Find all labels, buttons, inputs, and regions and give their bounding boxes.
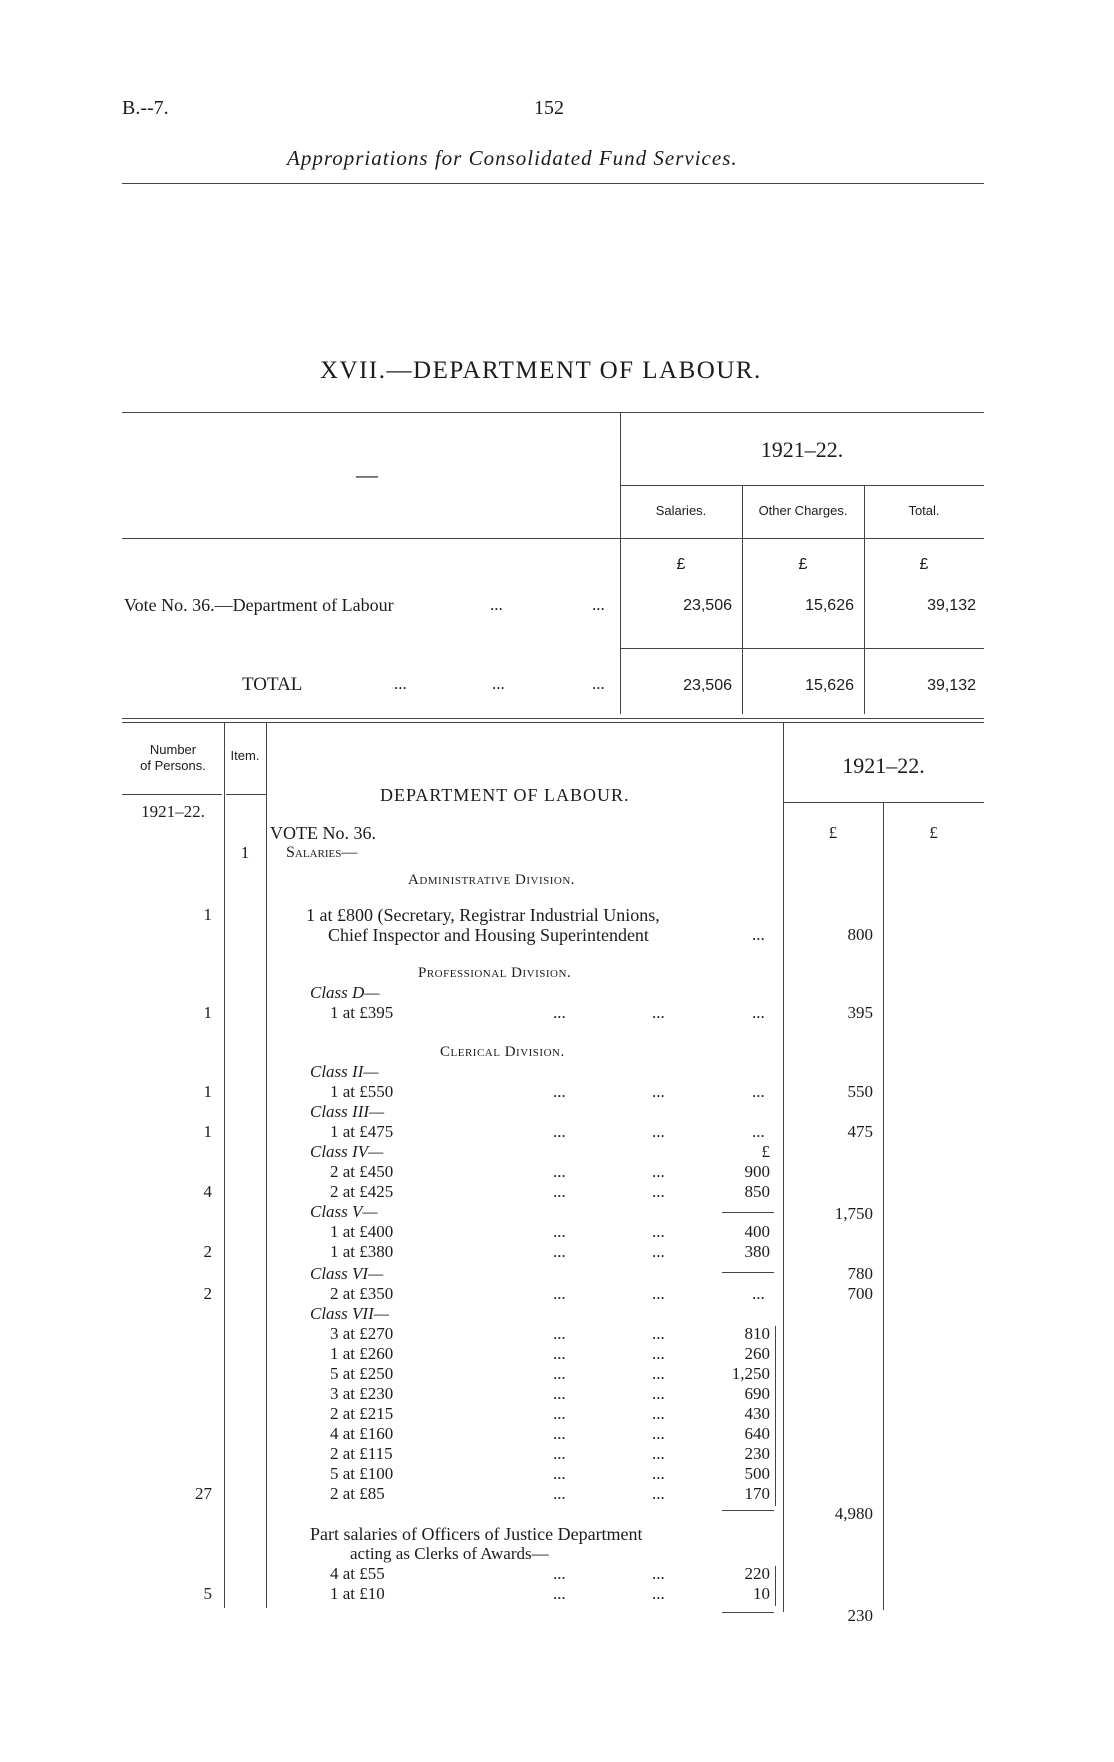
class-d-dots-2: ... xyxy=(652,1003,665,1022)
class-iv-count: 4 xyxy=(203,1182,212,1201)
class-vi-amount: 700 xyxy=(847,1284,873,1303)
admin-dots: ... xyxy=(752,925,765,944)
class-vii-value: 430 xyxy=(744,1404,770,1423)
detail-salaries-heading: Salaries— xyxy=(286,844,358,861)
class-iv-line-2: 2 at £425 xyxy=(330,1182,394,1201)
part-dots-1a: ... xyxy=(553,1564,566,1583)
class-vii-total: 4,980 xyxy=(834,1504,873,1523)
class-vi-line: 2 at £350 xyxy=(330,1284,394,1303)
detail-item-number: 1 xyxy=(240,843,250,862)
admin-text-line-1: 1 at £800 (Secretary, Registrar Industrial Unions, xyxy=(306,905,660,925)
part-text-line-2: acting as Clerks of Awards— xyxy=(350,1544,549,1563)
class-d-count: 1 xyxy=(203,1003,212,1022)
class-vii-dots: ... xyxy=(652,1404,665,1423)
summary-year-rule xyxy=(620,485,984,486)
class-vii-dots: ... xyxy=(652,1324,665,1343)
class-vii-line: 3 at £230 xyxy=(330,1384,394,1403)
class-iv-dots-2b: ... xyxy=(652,1182,665,1201)
class-v-value-2: 380 xyxy=(744,1242,770,1261)
class-vi-count: 2 xyxy=(203,1284,212,1303)
summary-header-rule xyxy=(122,538,984,539)
class-vii-sum-rule xyxy=(722,1510,774,1511)
summary-total-total: 39,132 xyxy=(927,677,976,694)
class-iii-dots-2: ... xyxy=(652,1122,665,1141)
class-v-count: 2 xyxy=(203,1242,212,1261)
cler-heading: Clerical Division. xyxy=(440,1044,565,1060)
class-vii-dots: ... xyxy=(553,1364,566,1383)
summary-sum-rule xyxy=(620,648,984,649)
part-line-1: 4 at £55 xyxy=(330,1564,385,1583)
class-vii-value: 1,250 xyxy=(731,1364,770,1383)
admin-amount: 800 xyxy=(847,925,873,944)
class-d-dots-1: ... xyxy=(553,1003,566,1022)
class-vii-value: 260 xyxy=(744,1344,770,1363)
class-vii-dots: ... xyxy=(553,1404,566,1423)
class-vii-dots: ... xyxy=(553,1344,566,1363)
summary-currency-salaries: £ xyxy=(676,556,686,573)
detail-persons-year: 1921–22. xyxy=(141,802,205,821)
admin-count: 1 xyxy=(203,905,212,924)
part-dots-2a: ... xyxy=(553,1584,566,1603)
class-vii-dots: ... xyxy=(553,1484,566,1503)
class-v-label: Class V— xyxy=(310,1202,378,1221)
class-vii-value: 230 xyxy=(744,1444,770,1463)
class-ii-line: 1 at £550 xyxy=(330,1082,394,1101)
document-reference: B.--7. xyxy=(122,97,169,119)
part-dots-1b: ... xyxy=(652,1564,665,1583)
summary-total-salaries: 23,506 xyxy=(683,677,732,694)
class-v-value-1: 400 xyxy=(744,1222,770,1241)
class-vi-dots-1: ... xyxy=(553,1284,566,1303)
class-vii-dots: ... xyxy=(553,1464,566,1483)
class-vii-line: 2 at £85 xyxy=(330,1484,385,1503)
class-iii-amount: 475 xyxy=(847,1122,873,1141)
admin-text-line-2: Chief Inspector and Housing Superintendent xyxy=(328,925,649,945)
class-vii-line: 1 at £260 xyxy=(330,1344,394,1363)
detail-col-persons-line-2: of Persons. xyxy=(140,758,206,773)
summary-total-label: TOTAL xyxy=(242,674,303,695)
summary-col-other-charges: Other Charges. xyxy=(758,503,848,518)
class-iv-value-2: 850 xyxy=(744,1182,770,1201)
class-vi-dots-2: ... xyxy=(652,1284,665,1303)
detail-item-divider xyxy=(266,722,267,1608)
class-iii-label: Class III— xyxy=(310,1102,385,1121)
class-iv-dots-1b: ... xyxy=(652,1162,665,1181)
class-d-dots-3: ... xyxy=(752,1003,765,1022)
class-d-amount: 395 xyxy=(847,1003,873,1022)
class-iii-count: 1 xyxy=(203,1122,212,1141)
class-vii-value: 170 xyxy=(744,1484,770,1503)
detail-persons-rule xyxy=(122,794,222,795)
class-iii-line: 1 at £475 xyxy=(330,1122,394,1141)
class-vi-dots-3: ... xyxy=(752,1284,765,1303)
class-ii-dots-2: ... xyxy=(652,1082,665,1101)
class-d-line: 1 at £395 xyxy=(330,1003,394,1022)
class-iii-dots-1: ... xyxy=(553,1122,566,1141)
class-v-dots-1a: ... xyxy=(553,1222,566,1241)
part-line-2: 1 at £10 xyxy=(330,1584,385,1603)
class-vii-dots: ... xyxy=(652,1384,665,1403)
summary-year: 1921–22. xyxy=(760,437,844,462)
page-subtitle: Appropriations for Consolidated Fund Services. xyxy=(287,146,738,170)
class-vii-value: 640 xyxy=(744,1424,770,1443)
class-vii-dots: ... xyxy=(652,1344,665,1363)
part-value-2: 10 xyxy=(753,1584,770,1603)
class-d-label: Class D— xyxy=(310,983,380,1002)
class-vii-count: 27 xyxy=(195,1484,212,1503)
class-vii-line: 2 at £215 xyxy=(330,1404,394,1423)
summary-vote-other: 15,626 xyxy=(805,597,854,614)
class-iv-value-1: 900 xyxy=(744,1162,770,1181)
class-vii-bracket xyxy=(775,1326,776,1506)
summary-vote-dots-2: ... xyxy=(592,595,605,614)
detail-item-rule xyxy=(226,794,266,795)
summary-col-total: Total. xyxy=(908,503,940,518)
part-text-line-1: Part salaries of Officers of Justice Department xyxy=(310,1524,643,1544)
class-vii-dots: ... xyxy=(652,1464,665,1483)
class-ii-count: 1 xyxy=(203,1082,212,1101)
detail-amount-divider xyxy=(783,722,784,1612)
admin-heading: Administrative Division. xyxy=(408,872,576,888)
detail-year: 1921–22. xyxy=(842,753,925,778)
detail-top-rule-1 xyxy=(122,718,984,719)
class-vii-line: 5 at £100 xyxy=(330,1464,394,1483)
summary-top-rule xyxy=(122,412,984,413)
page-number: 152 xyxy=(534,97,564,119)
detail-year-rule xyxy=(783,802,984,803)
class-v-total: 780 xyxy=(847,1264,873,1283)
class-ii-dots-1: ... xyxy=(553,1082,566,1101)
summary-total-dots-1: ... xyxy=(394,674,407,693)
summary-total-dots-3: ... xyxy=(592,674,605,693)
class-vii-label: Class VII— xyxy=(310,1304,389,1323)
part-dots-2b: ... xyxy=(652,1584,665,1603)
class-iv-currency: £ xyxy=(761,1142,770,1161)
class-v-dots-2b: ... xyxy=(652,1242,665,1261)
class-vii-dots: ... xyxy=(652,1444,665,1463)
class-iv-dots-1a: ... xyxy=(553,1162,566,1181)
class-vii-dots: ... xyxy=(553,1324,566,1343)
part-count: 5 xyxy=(203,1584,212,1603)
class-ii-amount: 550 xyxy=(847,1082,873,1101)
part-value-1: 220 xyxy=(744,1564,770,1583)
detail-currency-1: £ xyxy=(828,823,838,842)
class-vii-dots: ... xyxy=(652,1424,665,1443)
summary-blank-label: — xyxy=(356,462,378,487)
detail-currency-2: £ xyxy=(929,823,938,842)
class-vii-dots: ... xyxy=(652,1484,665,1503)
section-title: XVII.—DEPARTMENT OF LABOUR. xyxy=(320,357,762,384)
class-vi-label: Class VI— xyxy=(310,1264,384,1283)
detail-col-persons xyxy=(122,742,224,774)
class-vii-value: 500 xyxy=(744,1464,770,1483)
part-total: 230 xyxy=(847,1606,873,1625)
summary-col-salaries: Salaries. xyxy=(655,503,707,518)
class-iv-dots-2a: ... xyxy=(553,1182,566,1201)
class-v-line-2: 1 at £380 xyxy=(330,1242,394,1261)
class-vii-line: 2 at £115 xyxy=(330,1444,393,1463)
header-rule xyxy=(122,183,984,184)
class-v-line-1: 1 at £400 xyxy=(330,1222,394,1241)
summary-vote-dots-1: ... xyxy=(490,595,503,614)
summary-currency-other: £ xyxy=(798,556,808,573)
detail-vote-line: VOTE No. 36. xyxy=(270,823,376,843)
summary-vote-salaries: 23,506 xyxy=(683,597,732,614)
class-vii-dots: ... xyxy=(652,1364,665,1383)
summary-vote-total: 39,132 xyxy=(927,597,976,614)
detail-amount-subdivider xyxy=(883,802,884,1610)
class-vii-dots: ... xyxy=(553,1444,566,1463)
class-v-sum-rule xyxy=(722,1272,774,1273)
class-vii-value: 810 xyxy=(744,1324,770,1343)
class-ii-label: Class II— xyxy=(310,1062,379,1081)
class-iv-sum-rule xyxy=(722,1212,774,1213)
class-iv-line-1: 2 at £450 xyxy=(330,1162,394,1181)
summary-total-dots-2: ... xyxy=(492,674,505,693)
class-vii-line: 4 at £160 xyxy=(330,1424,394,1443)
class-iii-dots-3: ... xyxy=(752,1122,765,1141)
class-vii-dots: ... xyxy=(553,1424,566,1443)
part-sum-rule xyxy=(722,1612,774,1613)
detail-col-persons-line-1: Number xyxy=(149,742,197,757)
class-vii-line: 3 at £270 xyxy=(330,1324,394,1343)
class-vii-value: 690 xyxy=(744,1384,770,1403)
class-iv-total: 1,750 xyxy=(834,1204,873,1223)
class-ii-dots-3: ... xyxy=(752,1082,765,1101)
class-iv-label: Class IV— xyxy=(310,1142,384,1161)
part-bracket xyxy=(775,1566,776,1606)
summary-total-other: 15,626 xyxy=(805,677,854,694)
class-v-dots-1b: ... xyxy=(652,1222,665,1241)
detail-col-item: Item. xyxy=(230,748,260,763)
detail-dept-heading: DEPARTMENT OF LABOUR. xyxy=(380,785,630,805)
summary-vote-label: Vote No. 36.—Department of Labour xyxy=(124,595,394,615)
class-vii-dots: ... xyxy=(553,1384,566,1403)
prof-heading: Professional Division. xyxy=(418,965,572,981)
detail-top-rule-2 xyxy=(122,722,984,723)
summary-currency-total: £ xyxy=(919,556,929,573)
class-vii-line: 5 at £250 xyxy=(330,1364,394,1383)
class-v-dots-2a: ... xyxy=(553,1242,566,1261)
